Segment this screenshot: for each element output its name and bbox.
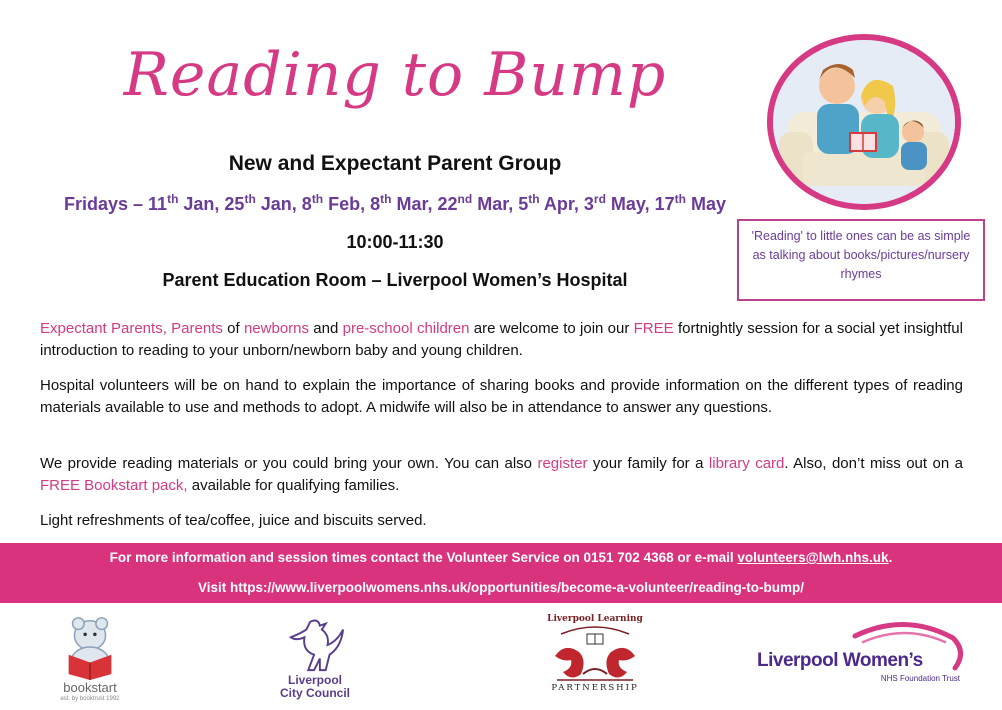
group-subtitle: New and Expectant Parent Group (228, 152, 562, 175)
lwh-name: Liverpool Women’s (757, 650, 923, 671)
date-segment: May, 17 (605, 194, 675, 214)
date-suffix: th (674, 192, 686, 206)
council-name (270, 674, 360, 700)
bookstart-tagline: est. by booktrust 1992 (60, 696, 120, 702)
highlight-bookstart-pack: FREE Bookstart pack, (40, 477, 188, 494)
family-reading-illustration (767, 34, 961, 210)
bookstart-logo (52, 612, 128, 680)
email-link[interactable]: volunteers@lwh.nhs.uk (737, 550, 889, 565)
date-suffix: nd (457, 192, 473, 206)
materials-paragraph (40, 453, 963, 497)
text-segment: We provide reading materials or you could bring your own. You can also (40, 455, 538, 472)
highlight-expectant-parents: Expectant Parents, (40, 320, 167, 337)
date-suffix: th (380, 192, 392, 206)
llp-name: Liverpool Learning (547, 614, 643, 624)
date-suffix: th (167, 192, 179, 206)
date-suffix: th (311, 192, 324, 206)
website-link[interactable]: Visit https://www.liverpoolwomens.nhs.uk/opportunities/become-a-volunteer/reading-to-bump/ (197, 580, 805, 595)
date-suffix: rd (593, 192, 606, 206)
date-suffix: th (528, 192, 540, 206)
date-segment: Apr, 3 (539, 194, 594, 214)
liver-bird-icon (280, 616, 352, 674)
intro-paragraph (40, 318, 963, 362)
text-segment: available for qualifying families. (187, 477, 400, 494)
contact-text-end: . (888, 550, 893, 565)
text-segment: fortnightly session for a social yet insightful introduction to reading to your unborn/newborn baby and young children. (40, 320, 963, 359)
text-segment: your family for a (587, 455, 709, 472)
lwh-trust: NHS Foundation Trust (880, 674, 960, 683)
highlight-pre-school-children: pre-school children (342, 320, 470, 337)
contact-banner (0, 543, 1002, 603)
contact-text: For more information and session times contact the Volunteer Service on 0151 702 4368 or e-mail (109, 550, 738, 565)
council-line1: Liverpool (287, 673, 342, 687)
date-suffix: th (244, 192, 256, 206)
contact-line (0, 550, 1002, 565)
highlight-register: register (537, 455, 588, 472)
bookstart-name: bookstart (63, 680, 117, 695)
text-segment: and (309, 320, 343, 337)
highlight-free: FREE (633, 320, 674, 337)
date-segment: Fridays – 11 (64, 194, 168, 214)
session-time: 10:00-11:30 (346, 232, 444, 252)
date-segment: May (685, 194, 726, 214)
highlight-library-card: library card (708, 455, 785, 472)
date-segment: Jan, 8 (255, 194, 312, 214)
text-segment: . Also, don’t miss out on a (784, 455, 963, 472)
llp-partnership: PARTNERSHIP (551, 683, 639, 693)
text-segment: of (222, 320, 244, 337)
page-title: Reading to Bump (123, 40, 667, 110)
date-segment: Jan, 25 (178, 194, 245, 214)
date-segment: Mar, 5 (472, 194, 529, 214)
family-reading-picture (773, 40, 955, 204)
highlight-newborns: newborns (243, 320, 310, 337)
reading-tip-box: 'Reading' to little ones can be as simple as talking about books/pictures/nursery rhymes (737, 219, 985, 301)
date-segment: Mar, 22 (391, 194, 458, 214)
session-dates (0, 192, 790, 215)
volunteers-paragraph: Hospital volunteers will be on hand to explain the importance of sharing books and provide information on the different types of reading materials available to use and methods to adopt. A midwife will also be in attendance to answer any questions. (40, 377, 963, 416)
session-location: Parent Education Room – Liverpool Women’s Hospital (162, 270, 628, 290)
highlight-parents: Parents (171, 320, 223, 337)
council-line2: City Council (279, 686, 350, 700)
text-segment: are welcome to join our (469, 320, 634, 337)
refreshments-paragraph: Light refreshments of tea/coffee, juice and biscuits served. (40, 512, 427, 529)
date-segment: Feb, 8 (323, 194, 381, 214)
